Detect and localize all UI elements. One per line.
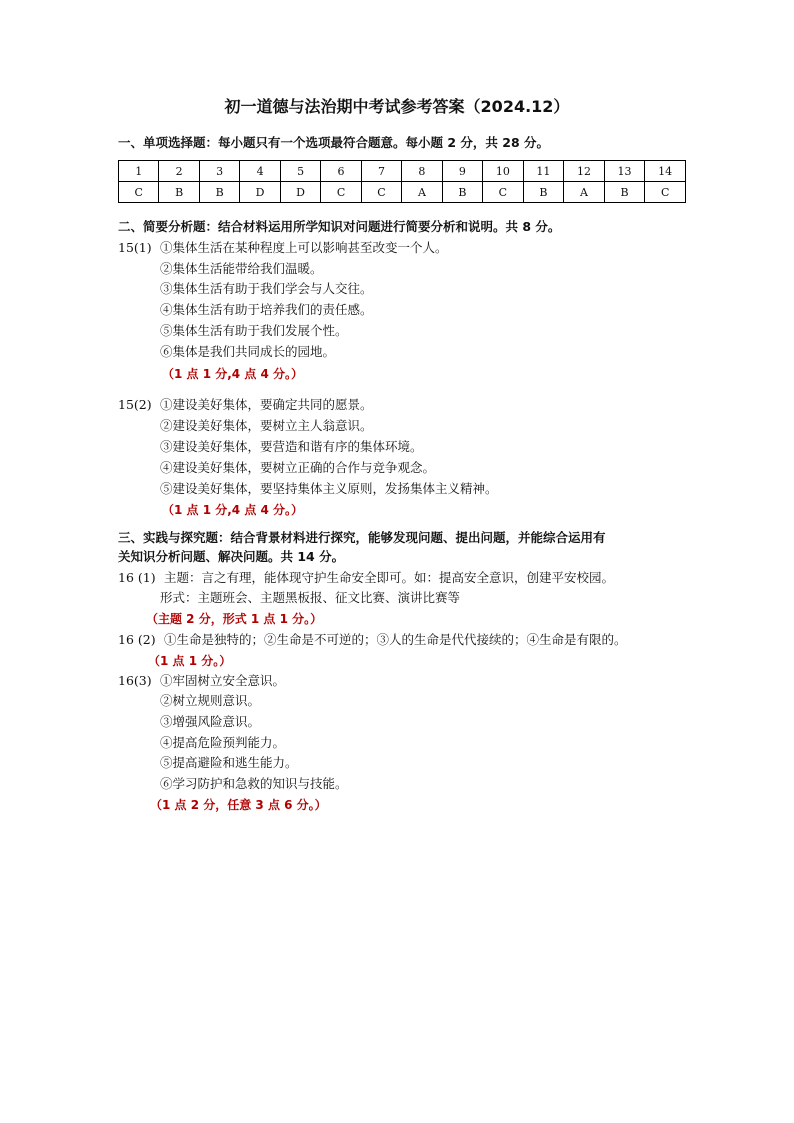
q16-3-label: 16(3)	[118, 673, 152, 688]
q15-2-label: 15(2)	[118, 397, 152, 412]
question-number: 10	[483, 161, 524, 182]
q16-3-item: ②树立规则意识。	[160, 693, 261, 708]
answer-cell: B	[159, 182, 199, 203]
q16-1-line: 形式：主题班会、主题黑板报、征文比赛、演讲比赛等	[160, 590, 461, 605]
q15-1-score: （1 点 1 分,4 点 4 分。）	[162, 367, 304, 381]
q15-1-item: ①集体生活在某种程度上可以影响甚至改变一个人。	[160, 240, 448, 255]
q15-1-item: ②集体生活能带给我们温暖。	[160, 261, 323, 276]
q16-1-line: 主题：言之有理，能体现守护生命安全即可。如：提高安全意识，创建平安校园。	[164, 570, 615, 585]
answer-table	[118, 160, 686, 203]
q16-3-item: ⑤提高避险和逃生能力。	[160, 755, 298, 770]
q16-2-score: （1 点 1 分。）	[148, 654, 232, 668]
q15-2-item: ④建设美好集体，要树立正确的合作与竞争观念。	[160, 460, 436, 475]
q16-1-score: （主题 2 分，形式 1 点 1 分。）	[146, 612, 323, 626]
answer-cell: D	[280, 182, 320, 203]
section3-heading-line1: 三、实践与探究题：结合背景材料进行探究，能够发现问题、提出问题，并能综合运用有	[118, 530, 606, 545]
q16-1-label: 16 (1)	[118, 570, 156, 585]
answer-cell: C	[321, 182, 361, 203]
q15-1-item: ⑥集体是我们共同成长的园地。	[160, 344, 336, 359]
answer-cell: B	[442, 182, 482, 203]
answer-row	[119, 182, 686, 203]
q15-1-item: ③集体生活有助于我们学会与人交往。	[160, 281, 373, 296]
question-number: 3	[199, 161, 239, 182]
question-number: 5	[280, 161, 320, 182]
q16-3-item: ④提高危险预判能力。	[160, 735, 286, 750]
q16-2-label: 16 (2)	[118, 632, 156, 647]
answer-cell: C	[361, 182, 401, 203]
question-number: 13	[604, 161, 645, 182]
question-number: 4	[240, 161, 280, 182]
answer-cell: B	[604, 182, 645, 203]
q15-1-item: ④集体生活有助于培养我们的责任感。	[160, 302, 373, 317]
q15-2-score: （1 点 1 分,4 点 4 分。）	[162, 503, 304, 517]
q15-1-label: 15(1)	[118, 240, 152, 255]
answer-cell: B	[523, 182, 564, 203]
answer-cell: C	[119, 182, 159, 203]
question-number: 8	[402, 161, 442, 182]
question-number: 1	[119, 161, 159, 182]
q15-2-item: ⑤建设美好集体，要坚持集体主义原则，发扬集体主义精神。	[160, 481, 498, 496]
question-number: 6	[321, 161, 361, 182]
page-title: 初一道德与法治期中考试参考答案（2024.12）	[224, 97, 570, 116]
q16-2-line: ①生命是独特的；②生命是不可逆的；③人的生命是代代接续的；④生命是有限的。	[164, 632, 627, 647]
question-number: 9	[442, 161, 482, 182]
q16-3-item: ①牢固树立安全意识。	[160, 673, 286, 688]
question-number: 7	[361, 161, 401, 182]
answer-cell: D	[240, 182, 280, 203]
section2-heading: 二、简要分析题：结合材料运用所学知识对问题进行简要分析和说明。共 8 分。	[118, 219, 561, 234]
section1-heading: 一、单项选择题：每小题只有一个选项最符合题意。每小题 2 分，共 28 分。	[118, 135, 550, 150]
section3-heading-line2: 关知识分析问题、解决问题。共 14 分。	[118, 549, 345, 564]
answer-cell: C	[645, 182, 686, 203]
answer-cell: A	[402, 182, 442, 203]
question-number: 14	[645, 161, 686, 182]
answer-cell: C	[483, 182, 524, 203]
question-number-row	[119, 161, 686, 182]
question-number: 12	[564, 161, 605, 182]
question-number: 2	[159, 161, 199, 182]
question-number: 11	[523, 161, 564, 182]
q15-2-item: ③建设美好集体，要营造和谐有序的集体环境。	[160, 439, 423, 454]
q16-3-item: ③增强风险意识。	[160, 714, 261, 729]
q15-2-item: ②建设美好集体，要树立主人翁意识。	[160, 418, 373, 433]
q16-3-score: （1 点 2 分，任意 3 点 6 分。）	[150, 798, 327, 812]
q15-2-item: ①建设美好集体，要确定共同的愿景。	[160, 397, 373, 412]
answer-cell: B	[199, 182, 239, 203]
answer-cell: A	[564, 182, 605, 203]
q16-3-item: ⑥学习防护和急救的知识与技能。	[160, 776, 348, 791]
q15-1-item: ⑤集体生活有助于我们发展个性。	[160, 323, 348, 338]
